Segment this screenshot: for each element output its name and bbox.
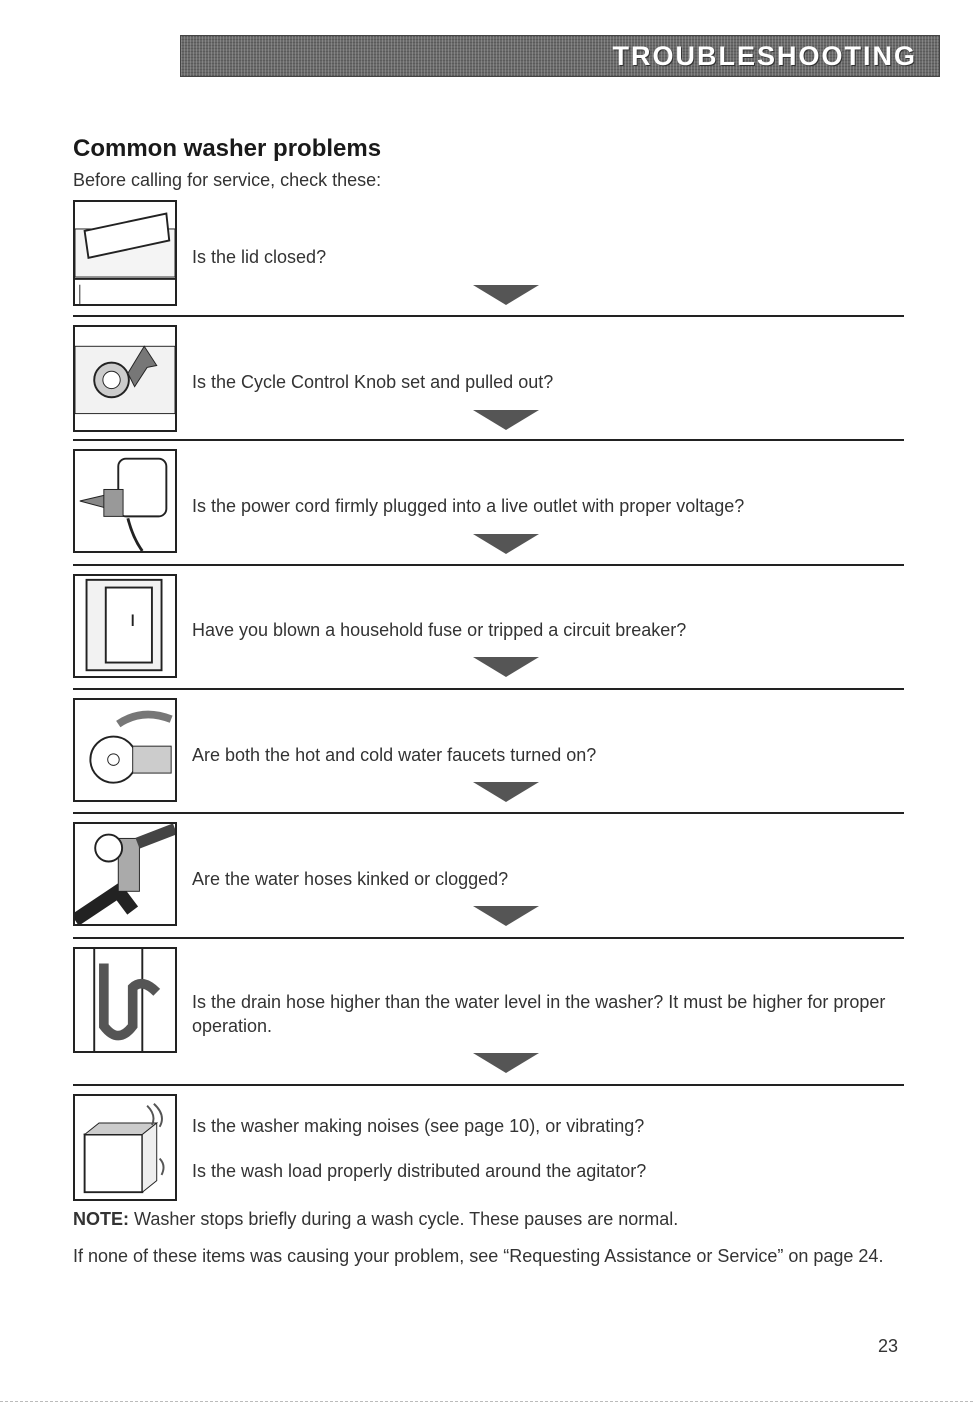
down-arrow-icon [473, 285, 539, 305]
note-text [73, 1209, 678, 1230]
water-hose-icon [73, 822, 177, 926]
check-question: Are the water hoses kinked or clogged? [192, 869, 509, 889]
down-arrow-icon [473, 534, 539, 554]
check-question: Is the washer making noises (see page 10), or vibrating? [192, 1116, 645, 1136]
check-question: Is the drain hose higher than the water level in the washer? It must be higher for proper operation. [192, 992, 886, 1036]
divider [73, 688, 904, 690]
divider [73, 315, 904, 317]
page-number: 23 [878, 1336, 899, 1356]
check-question: Is the Cycle Control Knob set and pulled out? [192, 372, 554, 392]
final-text: If none of these items was causing your problem, see “Requesting Assistance or Service” on page 24. [73, 1246, 884, 1266]
down-arrow-icon [473, 906, 539, 926]
check-question: Is the power cord firmly plugged into a live outlet with proper voltage? [192, 496, 745, 516]
check-question: Is the lid closed? [192, 247, 327, 267]
divider [73, 439, 904, 441]
drain-hose-icon [73, 947, 177, 1053]
washer-vibration-icon [73, 1094, 177, 1201]
power-plug-icon [73, 449, 177, 553]
check-question: Is the wash load properly distributed around the agitator? [192, 1161, 647, 1181]
divider [73, 1084, 904, 1086]
section-banner [180, 35, 940, 77]
down-arrow-icon [473, 782, 539, 802]
page-title: Common washer problems [73, 135, 382, 162]
cycle-knob-icon [73, 325, 177, 432]
note-label: NOTE: [73, 1209, 129, 1229]
down-arrow-icon [473, 657, 539, 677]
check-question: Have you blown a household fuse or tripped a circuit breaker? [192, 620, 687, 640]
water-faucet-icon [73, 698, 177, 802]
down-arrow-icon [473, 410, 539, 430]
check-question: Are both the hot and cold water faucets turned on? [192, 745, 597, 765]
down-arrow-icon [473, 1053, 539, 1073]
divider [73, 812, 904, 814]
banner-title: TROUBLESHOOTING [612, 41, 917, 71]
divider [73, 937, 904, 939]
circuit-breaker-icon [73, 574, 177, 678]
divider [73, 564, 904, 566]
washer-lid-icon [73, 200, 177, 306]
intro-text: Before calling for service, check these: [73, 170, 382, 190]
note-body: Washer stops briefly during a wash cycle. These pauses are normal. [129, 1209, 679, 1229]
footer-line [0, 1401, 973, 1402]
